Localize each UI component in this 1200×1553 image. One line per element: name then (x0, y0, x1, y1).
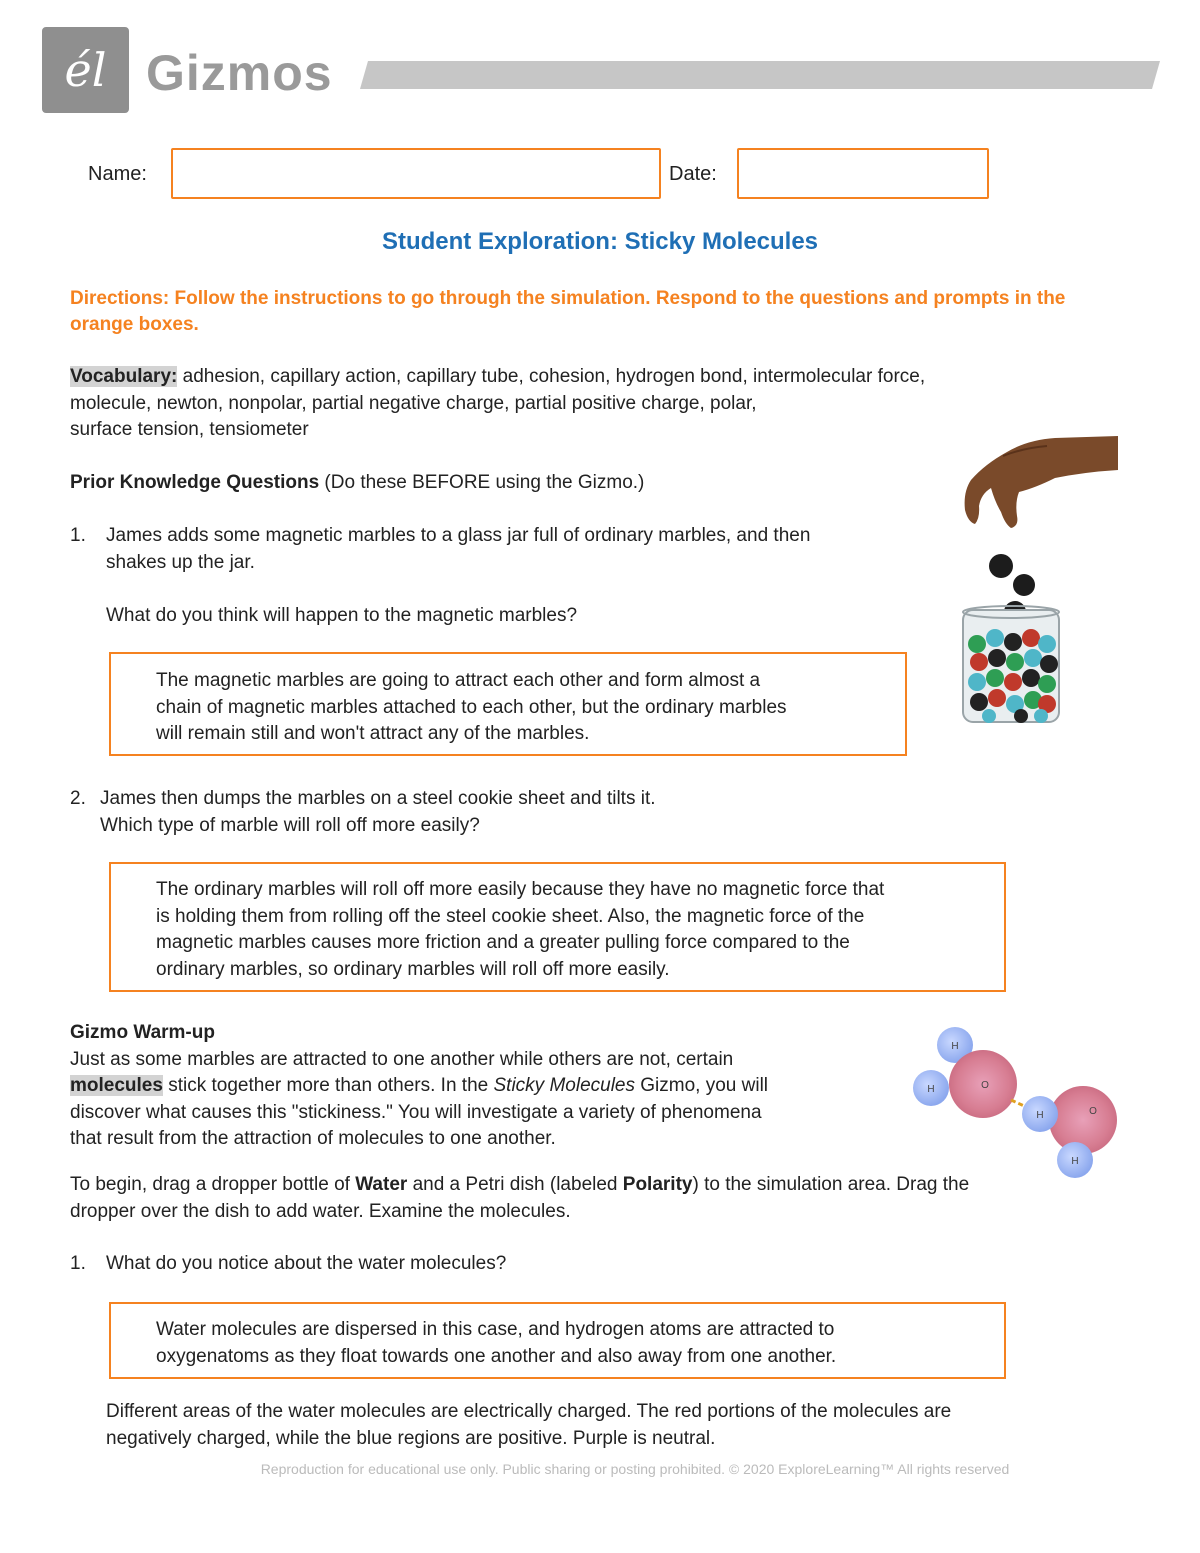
name-field[interactable] (171, 148, 661, 199)
answer-line: magnetic marbles causes more friction and a greater pulling force compared to the (156, 932, 850, 953)
section-heading: Prior Knowledge Questions (70, 472, 320, 493)
polarity-term: Polarity (622, 1174, 693, 1195)
answer-line: oxygenatoms as they float towards one another and also away from one another. (156, 1345, 837, 1367)
answer-line: The magnetic marbles are going to attract each other and form almost a (156, 670, 761, 691)
warmup-line: that result from the attraction of molecules to one another. (70, 1128, 556, 1149)
warmup-text: Gizmo, you will (635, 1075, 769, 1096)
note-line: negatively charged, while the blue regions are positive. Purple is neutral. (106, 1427, 716, 1449)
question-line: James adds some magnetic marbles to a glass jar full of ordinary marbles, and then (106, 525, 811, 546)
charge-note (106, 1399, 1106, 1452)
answer-line: will remain still and won't attract any of the marbles. (156, 723, 590, 744)
vocabulary-line: adhesion, capillary action, capillary tube, cohesion, hydrogen bond, intermolecular force, (177, 366, 926, 387)
prior-knowledge-heading (70, 470, 644, 497)
question-2-text (100, 786, 920, 839)
water-term: Water (355, 1174, 408, 1195)
page-title: Student Exploration: Sticky Molecules (381, 228, 819, 255)
warmup-section (70, 1020, 890, 1153)
answer-line: chain of magnetic marbles attached to each other, but the ordinary marbles (156, 696, 787, 718)
directions: Directions: Follow the instructions to go through the simulation. Respond to the questions and prompts in the orange boxes. (70, 288, 1066, 335)
hydrogen-label: H (951, 1041, 959, 1052)
oxygen-label: O (981, 1080, 989, 1091)
question-number: 2. (70, 788, 86, 809)
begin-instructions (70, 1172, 1110, 1225)
question-line: James then dumps the marbles on a steel cookie sheet and tilts it. (100, 788, 656, 809)
answer-box-1[interactable] (109, 652, 907, 756)
copyright-footer: Reproduction for educational use only. Public sharing or posting prohibited. © 2020 ExploreLearning™ All rights reserved (260, 1461, 1010, 1477)
oxygen-label: O (1089, 1106, 1097, 1117)
warmup-text: stick together more than others. In the (162, 1075, 494, 1096)
instruction-text: and a Petri dish (labeled (407, 1174, 623, 1195)
explorelearning-logo (42, 27, 129, 113)
gizmo-name: Sticky Molecules (493, 1075, 635, 1096)
question-number: 1. (70, 1253, 86, 1274)
question-line: Which type of marble will roll off more easily? (100, 814, 480, 836)
section-note: (Do these BEFORE using the Gizmo.) (319, 472, 645, 493)
answer-line: is holding them from rolling off the steel cookie sheet. Also, the magnetic force of the (156, 905, 865, 927)
vocabulary-line: surface tension, tensiometer (70, 419, 309, 440)
hydrogen-label: H (927, 1084, 935, 1095)
gizmos-brand: Gizmos (146, 45, 333, 101)
answer-line: ordinary marbles, so ordinary marbles will roll off more easily. (156, 958, 670, 980)
vocabulary-line: molecule, newton, nonpolar, partial negative charge, partial positive charge, polar, (70, 392, 757, 414)
warmup-question-1: What do you notice about the water molecules? (106, 1253, 507, 1274)
instruction-text: ) to the simulation area. Drag the (692, 1174, 970, 1195)
date-label: Date: (669, 163, 717, 185)
hydrogen-label: H (1071, 1156, 1079, 1167)
question-number: 1. (70, 525, 86, 546)
question-line: shakes up the jar. (106, 551, 255, 573)
header-bar (360, 61, 1160, 89)
vocabulary-label: Vocabulary: (70, 366, 178, 387)
instruction-text: To begin, drag a dropper bottle of (70, 1174, 356, 1195)
logo-glyph: él (64, 43, 107, 97)
note-line: Different areas of the water molecules are electrically charged. The red portions of the molecules are (106, 1401, 952, 1422)
name-label: Name: (88, 163, 147, 185)
answer-line: Water molecules are dispersed in this case, and hydrogen atoms are attracted to (156, 1319, 835, 1340)
warmup-line: Just as some marbles are attracted to one another while others are not, certain (70, 1048, 734, 1070)
warmup-line: discover what causes this "stickiness." You will investigate a variety of phenomena (70, 1101, 762, 1123)
water-molecule-right (1022, 1086, 1117, 1178)
date-field[interactable] (737, 148, 989, 199)
hydrogen-label: H (1036, 1110, 1044, 1121)
section-heading: Gizmo Warm-up (70, 1022, 215, 1043)
question-1-prompt: What do you think will happen to the magnetic marbles? (106, 605, 578, 626)
instruction-line: dropper over the dish to add water. Examine the molecules. (70, 1200, 571, 1222)
glass-jar (963, 606, 1059, 723)
molecules-term: molecules (70, 1075, 163, 1096)
answer-line: The ordinary marbles will roll off more easily because they have no magnetic force that (156, 879, 885, 900)
water-molecules-illustration (905, 1020, 1125, 1180)
answer-box-2[interactable] (109, 862, 1006, 992)
question-1-text (106, 523, 926, 576)
water-molecule-left (913, 1027, 1017, 1118)
hand-image (965, 436, 1118, 528)
answer-box-3[interactable] (109, 1302, 1006, 1379)
marble-jar-illustration (935, 432, 1125, 728)
